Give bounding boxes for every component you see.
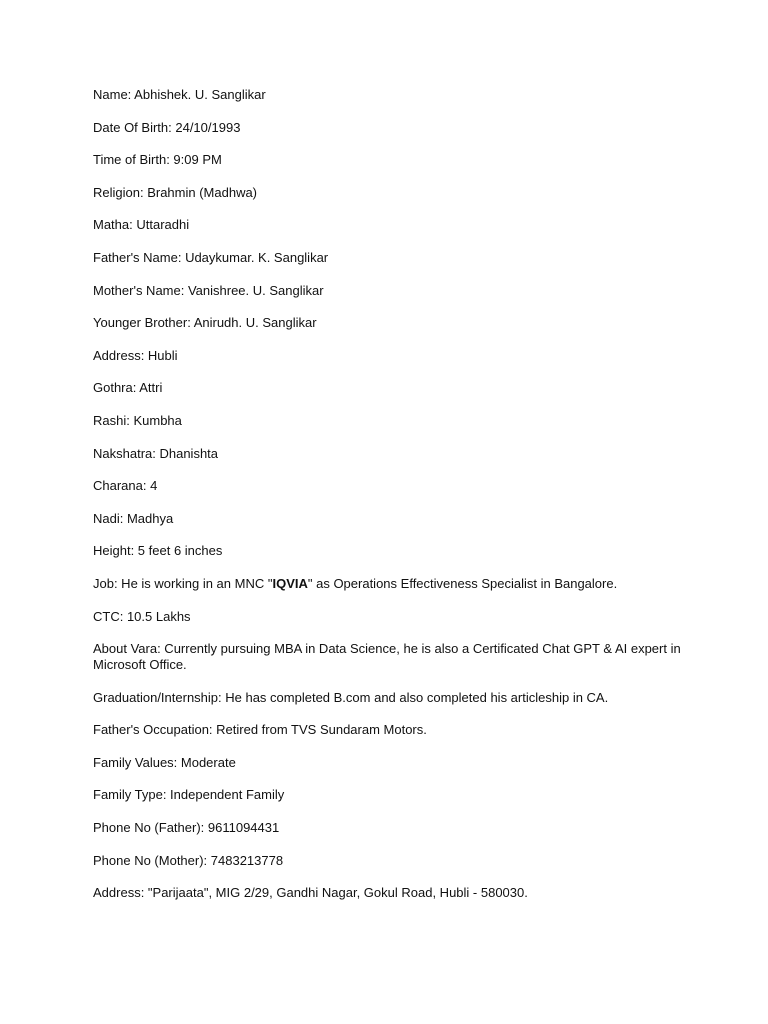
charana-line: Charana: 4 xyxy=(93,478,158,494)
family-values-line: Family Values: Moderate xyxy=(93,754,236,770)
job-company: IQVIA xyxy=(272,575,308,591)
ctc-line: CTC: 10.5 Lakhs xyxy=(93,608,191,624)
address-short-line: Address: Hubli xyxy=(93,347,178,363)
job-prefix: Job: He is working in an MNC " xyxy=(93,575,273,591)
graduation-line: Graduation/Internship: He has completed B.com and also completed his articleship in CA. xyxy=(93,689,609,705)
nadi-line: Nadi: Madhya xyxy=(93,510,174,526)
name-line: Name: Abhishek. U. Sanglikar xyxy=(93,87,266,102)
gothra-line: Gothra: Attri xyxy=(93,380,163,396)
matha-line: Matha: Uttaradhi xyxy=(93,217,190,233)
fathers-occupation-line: Father's Occupation: Retired from TVS Sundaram Motors. xyxy=(93,722,427,738)
rashi-line: Rashi: Kumbha xyxy=(93,412,182,428)
younger-brother-line: Younger Brother: Anirudh. U. Sanglikar xyxy=(93,315,317,331)
document-body xyxy=(93,87,693,918)
about-vara-line: About Vara: Currently pursuing MBA in Data Science, he is also a Certificated Chat GPT & AI expert in Microsoft Office. xyxy=(93,641,681,673)
height-line: Height: 5 feet 6 inches xyxy=(93,543,223,559)
religion-line: Religion: Brahmin (Madhwa) xyxy=(93,184,258,200)
job-suffix: " as Operations Effectiveness Specialist in Bangalore. xyxy=(307,575,618,591)
fathers-name-line: Father's Name: Udaykumar. K. Sanglikar xyxy=(93,249,329,265)
nakshatra-line: Nakshatra: Dhanishta xyxy=(93,445,219,461)
phone-father-line: Phone No (Father): 9611094431 xyxy=(93,820,280,836)
full-address-line: Address: "Parijaata", MIG 2/29, Gandhi Nagar, Gokul Road, Hubli - 580030. xyxy=(93,885,528,901)
job-line xyxy=(93,576,693,592)
phone-mother-line: Phone No (Mother): 7483213778 xyxy=(93,852,284,868)
time-of-birth-line: Time of Birth: 9:09 PM xyxy=(93,152,222,168)
family-type-line: Family Type: Independent Family xyxy=(93,787,285,803)
date-of-birth-line: Date Of Birth: 24/10/1993 xyxy=(93,119,241,135)
mothers-name-line: Mother's Name: Vanishree. U. Sanglikar xyxy=(93,282,324,298)
